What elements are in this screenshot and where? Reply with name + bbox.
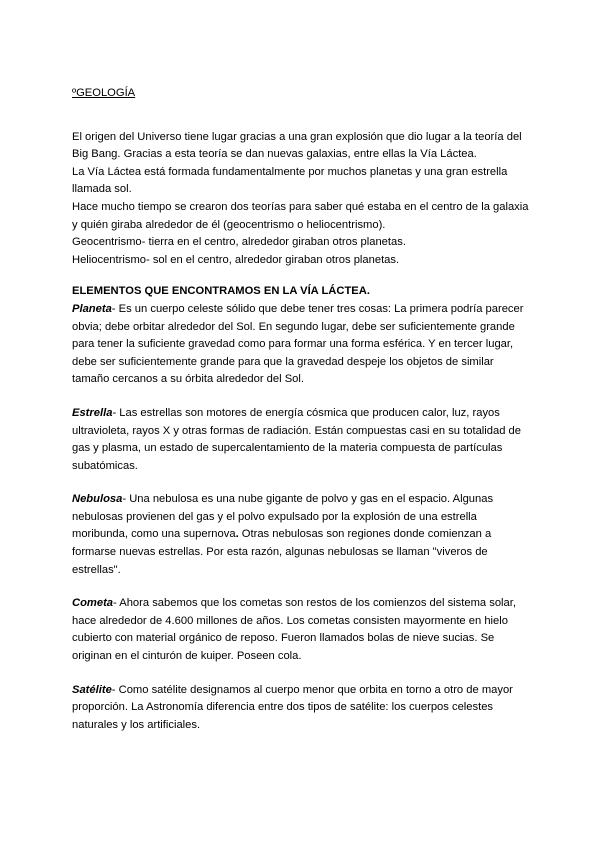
entry-text: moribunda, como una supernova xyxy=(72,528,236,541)
entry-bold-dot: . xyxy=(235,528,239,541)
intro-paragraph xyxy=(72,129,532,270)
entry-line: estrellas". xyxy=(72,563,121,576)
entry-line: hace alrededor de 4.600 millones de años. Los cometas consisten mayormente en hielo xyxy=(72,614,508,627)
document-heading: ºGEOLOGÍA xyxy=(72,87,136,99)
entry-line: gas y plasma, un estado de supercalentamiento de la materia compuesta de partículas xyxy=(72,442,503,455)
entry-nebulosa xyxy=(72,491,532,579)
entry-text: - Como satélite designamos al cuerpo menor que orbita en torno a otro de mayor xyxy=(111,683,513,696)
entry-term: Planeta xyxy=(72,302,112,315)
intro-line: Hace mucho tiempo se crearon dos teorías para saber qué estaba en el centro de la galaxia xyxy=(72,200,529,213)
entry-line xyxy=(72,526,532,544)
intro-line: llamada sol. xyxy=(72,183,132,196)
intro-line: El origen del Universo tiene lugar gracias a una gran explosión que dio lugar a la teoría del xyxy=(72,130,522,143)
entry-line: nebulosas provienen del gas y el polvo expulsado por la explosión de una estrella xyxy=(72,510,477,523)
entry-line: para tener la suficiente gravedad como para formar una forma esférica. Y en tercer lugar, xyxy=(72,338,514,351)
intro-line: Big Bang. Gracias a esta teoría se dan nuevas galaxias, entre ellas la Vía Láctea. xyxy=(72,148,477,161)
entry-line: debe ser suficientemente grande para que la gravedad despeje los objetos de similar xyxy=(72,355,494,368)
intro-line: La Vía Láctea está formada fundamentalmente por muchos planetas y una gran estrella xyxy=(72,165,508,178)
entry-text: - Es un cuerpo celeste sólido que debe tener tres cosas: La primera podría parecer xyxy=(111,302,524,315)
entry-line: formarse nuevas estrellas. Por esta razón, algunas nebulosas se llaman "viveros de xyxy=(72,546,488,559)
entry-line: naturales y los artificiales. xyxy=(72,718,201,731)
intro-line: Heliocentrismo- sol en el centro, alrededor giraban otros planetas. xyxy=(72,253,400,266)
entry-line: subatómicas. xyxy=(72,459,138,472)
entry-planeta xyxy=(72,301,532,389)
entry-line: ultravioleta, rayos X y otras formas de radiación. Están compuestas casi en su totalidad de xyxy=(72,424,521,437)
entry-text: - Las estrellas son motores de energía cósmica que producen calor, luz, rayos xyxy=(112,406,500,419)
entry-first-line xyxy=(72,595,532,613)
intro-line: Geocentrismo- tierra en el centro, alrededor giraban otros planetas. xyxy=(72,236,406,249)
entry-text: Otras nebulosas son regiones donde comienzan a xyxy=(238,528,492,541)
entry-cometa xyxy=(72,595,532,665)
entry-line: tamaño cercanos a su órbita alrededor del Sol. xyxy=(72,373,304,386)
entry-satelite xyxy=(72,682,532,735)
entry-first-line xyxy=(72,682,532,700)
document-page xyxy=(72,85,532,734)
entry-term: Nebulosa xyxy=(72,493,123,506)
entry-first-line xyxy=(72,405,532,423)
entry-first-line xyxy=(72,301,532,319)
entry-text: - Una nebulosa es una nube gigante de polvo y gas en el espacio. Algunas xyxy=(122,493,494,506)
entry-term: Cometa xyxy=(72,597,114,610)
entry-text: - Ahora sabemos que los cometas son restos de los comienzos del sistema solar, xyxy=(113,597,516,610)
entry-line: originan en el cinturón de kuiper. Poseen cola. xyxy=(72,650,302,663)
entry-term: Satélite xyxy=(72,683,112,696)
entry-first-line xyxy=(72,491,532,509)
entry-line: obvia; debe orbitar alrededor del Sol. En segundo lugar, debe ser suficientemente grande xyxy=(72,320,515,333)
entry-term: Estrella xyxy=(72,406,113,419)
entry-line: cubierto con material orgánico de reposo. Fueron llamados bolas de nieve sucias. Se xyxy=(72,632,495,645)
section-title: ELEMENTOS QUE ENCONTRAMOS EN LA VÍA LÁCTEA. xyxy=(72,285,370,298)
entry-estrella xyxy=(72,405,532,475)
intro-line: y quién giraba alrededor de él (geocentrismo o heliocentrismo). xyxy=(72,218,386,231)
entries-list xyxy=(72,301,532,734)
entry-line: proporción. La Astronomía diferencia entre dos tipos de satélite: los cuerpos celestes xyxy=(72,701,494,714)
